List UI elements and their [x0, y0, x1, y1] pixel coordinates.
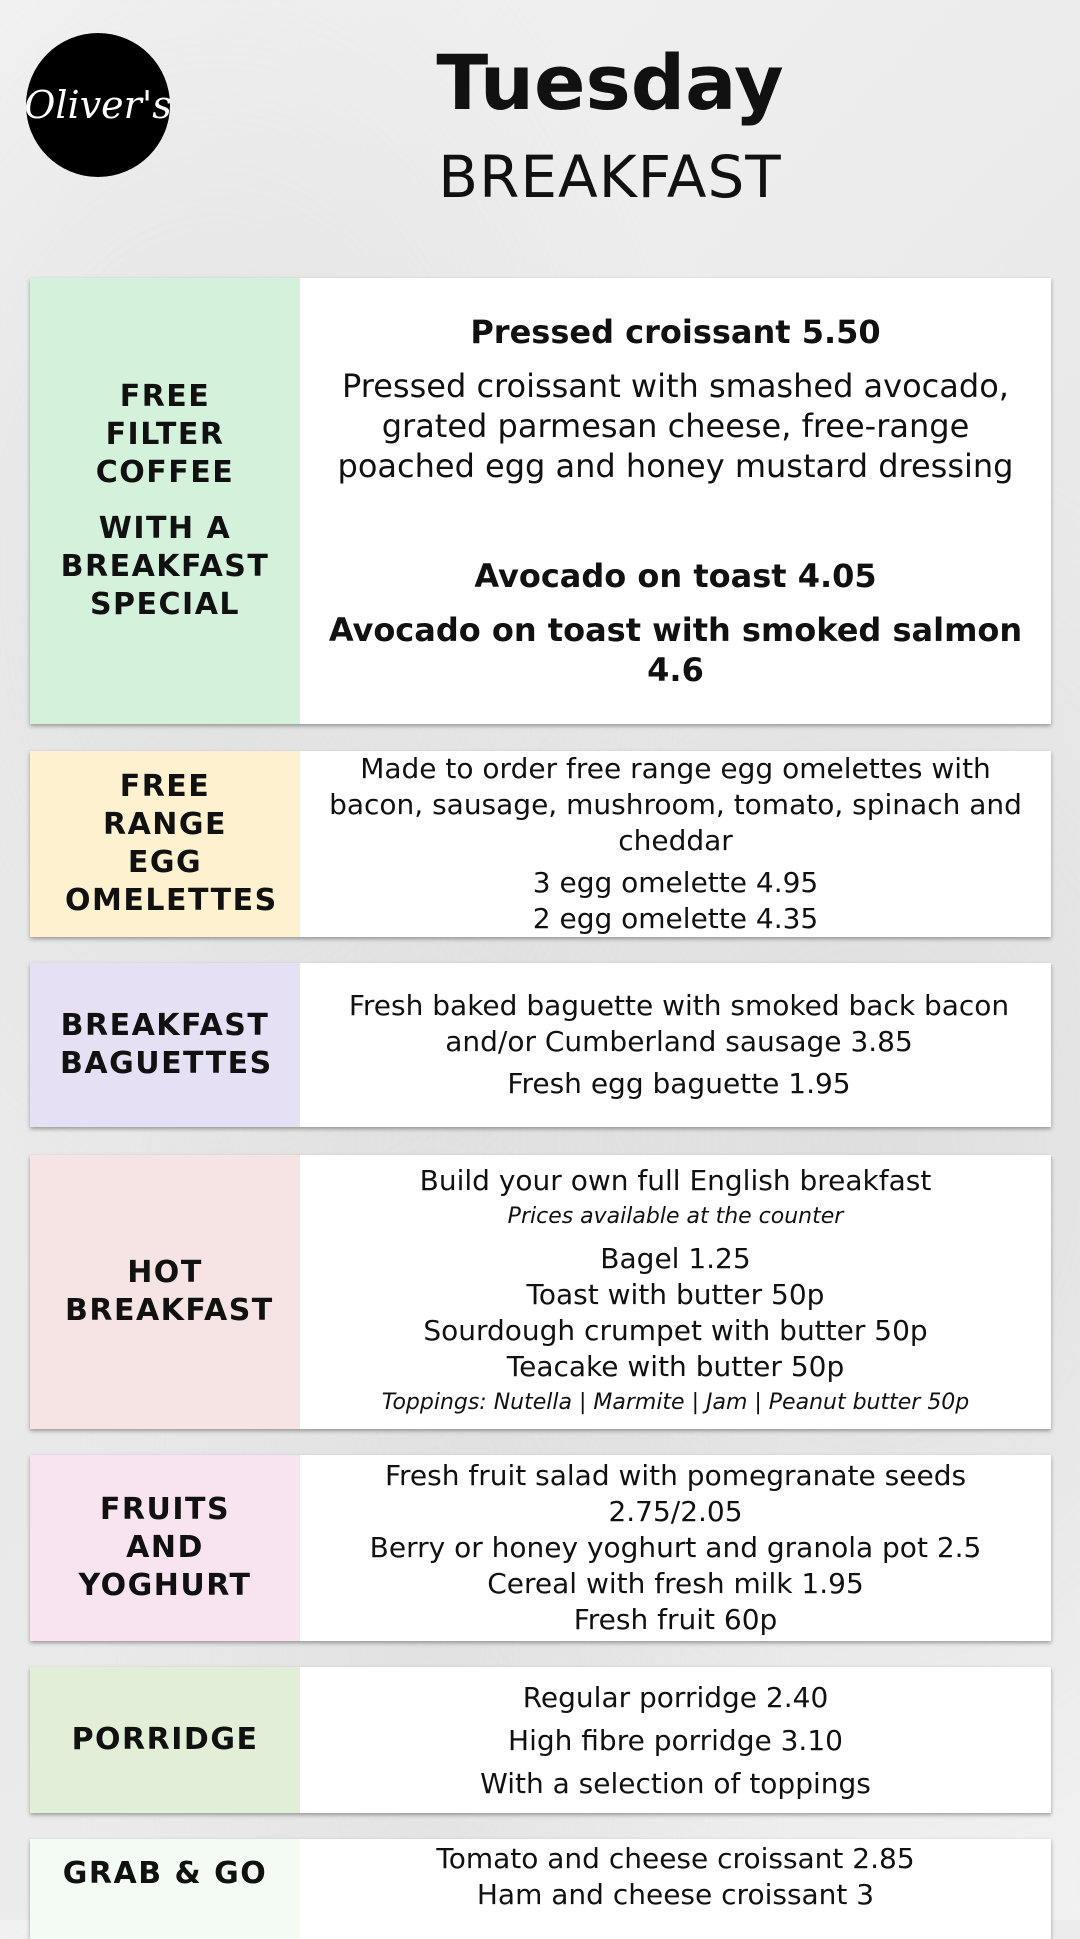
menu-item: Regular porridge 2.40 — [522, 1680, 829, 1714]
omelettes-label: FREE RANGE EGG OMELETTES — [65, 769, 278, 918]
fruits-label: FRUITS AND YOGHURT — [78, 1492, 252, 1603]
menu-item: High fibre porridge 3.10 — [508, 1723, 843, 1757]
menu-item: Avocado on toast 4.05 — [474, 557, 877, 595]
coffee-label-line2: WITH A BREAKFAST SPECIAL — [60, 511, 270, 622]
menu-item-description: Made to order free range egg omelettes with bacon, sausage, mushroom, tomato, spinach and cheddar — [329, 752, 1022, 857]
logo-text: Oliver's — [24, 83, 172, 127]
menu-item: Fresh egg baguette 1.95 — [507, 1067, 851, 1100]
section-grab-and-go — [30, 1839, 1051, 1939]
menu-item: Teacake with butter 50p — [506, 1350, 845, 1383]
page-subtitle: BREAKFAST — [438, 143, 782, 211]
menu-item: 3 egg omelette 4.95 — [532, 866, 819, 899]
menu-item: Avocado on toast with smoked salmon 4.6 — [328, 611, 1023, 689]
page-title: Tuesday — [436, 38, 784, 127]
grab-label: GRAB & GO — [62, 1856, 268, 1891]
section-porridge — [30, 1667, 1051, 1813]
baguettes-label: BREAKFAST BAGUETTES — [60, 1008, 273, 1081]
menu-item: Ham and cheese croissant 3 — [476, 1878, 875, 1911]
section-content-hot — [300, 1155, 1051, 1429]
section-content-grab — [300, 1839, 1051, 1939]
section-label-porridge — [30, 1667, 300, 1813]
section-content-porridge — [300, 1667, 1051, 1813]
section-content-fruits — [300, 1455, 1051, 1641]
porridge-label: PORRIDGE — [71, 1722, 259, 1757]
menu-item: Fresh fruit salad with pomegranate seeds 2.75/2.05 — [384, 1459, 967, 1528]
olivers-logo — [26, 33, 170, 177]
section-omelettes — [30, 751, 1051, 937]
price-note: Prices available at the counter — [507, 1204, 844, 1229]
menu-item: Fresh baked baguette with smoked back bacon and/or Cumberland sausage 3.85 — [348, 989, 1010, 1058]
menu-item: Sourdough crumpet with butter 50p — [423, 1314, 928, 1347]
section-content-baguettes — [300, 963, 1051, 1127]
section-label-hot — [30, 1155, 300, 1429]
menu-item: Tomato and cheese croissant 2.85 — [436, 1842, 915, 1875]
menu-item: Berry or honey yoghurt and granola pot 2.5 — [369, 1531, 982, 1564]
menu-item-title: Pressed croissant 5.50 — [470, 313, 881, 351]
section-label-grab — [30, 1839, 300, 1939]
menu-item: With a selection of toppings — [480, 1766, 871, 1800]
section-label-baguettes — [30, 963, 300, 1127]
menu-item: Toast with butter 50p — [526, 1278, 825, 1311]
menu-item: 2 egg omelette 4.35 — [532, 902, 819, 935]
menu-item: Cereal with fresh milk 1.95 — [487, 1567, 864, 1600]
section-hot-breakfast — [30, 1155, 1051, 1429]
section-label-omelettes — [30, 751, 300, 937]
section-label-coffee — [30, 278, 300, 724]
menu-item: Fresh fruit 60p — [573, 1603, 778, 1636]
section-baguettes — [30, 963, 1051, 1127]
coffee-label-line1: FREE FILTER COFFEE — [95, 379, 235, 490]
section-content-coffee — [300, 278, 1051, 724]
section-coffee-specials — [30, 278, 1051, 724]
menu-item-description: Pressed croissant with smashed avocado, grated parmesan cheese, free-range poached egg and honey mustard dressing — [337, 367, 1014, 485]
section-content-omelettes — [300, 751, 1051, 937]
section-label-fruits — [30, 1455, 300, 1641]
menu-intro: Build your own full English breakfast — [419, 1164, 932, 1197]
toppings-note: Toppings: Nutella | Marmite | Jam | Peanut butter 50p — [381, 1390, 970, 1415]
section-fruits-yoghurt — [30, 1455, 1051, 1641]
hot-label: HOT BREAKFAST — [65, 1255, 274, 1328]
menu-item: Bagel 1.25 — [600, 1242, 751, 1275]
